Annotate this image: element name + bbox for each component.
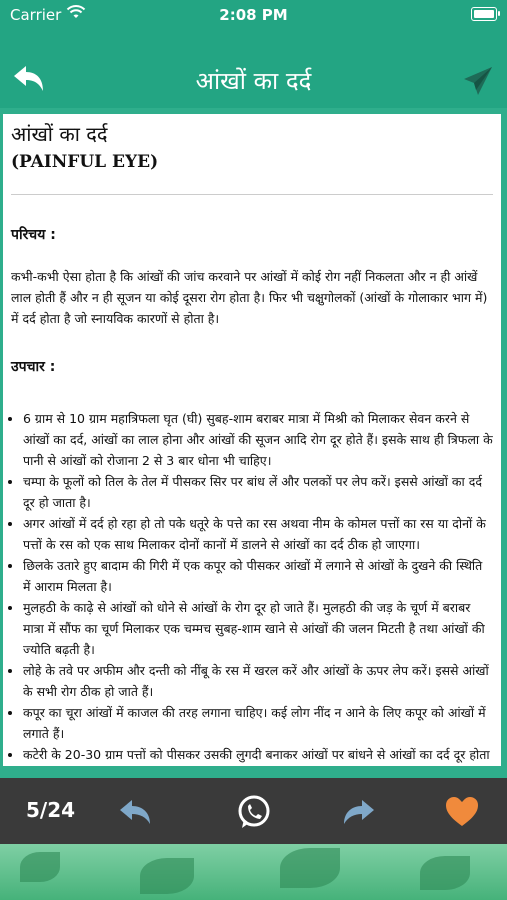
page-title: आंखों का दर्द xyxy=(195,67,312,95)
leaf-decoration xyxy=(280,848,340,888)
background-leaves xyxy=(0,844,507,900)
heart-icon[interactable] xyxy=(442,792,482,832)
list-item: • मुलहठी के काढ़े से आंखों को धोने से आंखों के रोग दूर हो जाते हैं। मुलहठी की जड़ के चूर्ण में बराबर मात्रा में सौंफ का चूर्ण मिलाकर एक चम्मच सुबह-शाम खाने से आंखों की जलन मिटती है तथा आंखों की ज्योति बढ़ती है। xyxy=(23,597,493,660)
leaf-decoration xyxy=(140,858,194,894)
list-item: • कपूर का चूरा आंखों में काजल की तरह लगाना चाहिए। कई लोग नींद न आने के लिए कपूर को आंखों में लगाते हैं। xyxy=(23,702,493,744)
list-item: • चम्पा के फूलों को तिल के तेल में पीसकर सिर पर बांध लें और पलकों पर लेप करें। इससे आंखों का दर्द दूर हो जाता है। xyxy=(23,471,493,513)
article-title: आंखों का दर्द xyxy=(11,122,108,146)
battery-icon xyxy=(471,7,497,21)
carrier-label: Carrier xyxy=(10,6,62,24)
article-title-english: (PAINFUL EYE) xyxy=(11,152,159,172)
intro-heading: परिचय : xyxy=(11,227,56,243)
list-item: • छिलके उतारे हुए बादाम की गिरी में एक कपूर को पीसकर आंखों में लगाने से आंखों के दुखने की स्थिति में आराम मिलता है। xyxy=(23,555,493,597)
list-item: • लोहे के तवे पर अफीम और दन्ती को नींबू के रस में खरल करें और आंखों के ऊपर लेप करें। इससे आंखों के सभी रोग ठीक हो जाते हैं। xyxy=(23,660,493,702)
divider xyxy=(11,194,493,195)
header xyxy=(0,0,507,108)
remedy-list xyxy=(11,408,493,765)
bottom-toolbar xyxy=(0,778,507,844)
status-bar xyxy=(0,0,507,30)
clock: 2:08 PM xyxy=(219,6,288,24)
list-item: • अगर आंखों में दर्द हो रहा हो तो पके धतूरे के पत्ते का रस अथवा नीम के कोमल पत्तों का रस या दोनों के पत्तों के रस को एक साथ मिलाकर दोनों कानों में डालने से आंखों का दर्द ठीक हो जाएगा। xyxy=(23,513,493,555)
list-item: • 6 ग्राम से 10 ग्राम महात्रिफला घृत (घी) सुबह-शाम बराबर मात्रा में मिश्री को मिलाकर सेवन करने से आंखों का दर्द, आंखों का लाल होना और आंखों की सूजन आदि रोग दूर होते हैं। इसके साथ ही त्रिफला के पानी से आंखों को रोजाना 2 से 3 बार धोना भी चाहिए। xyxy=(23,408,493,471)
article-card xyxy=(3,114,501,766)
remedy-heading: उपचार : xyxy=(11,359,56,375)
page-indicator: 5/24 xyxy=(26,798,76,822)
prev-arrow-icon[interactable] xyxy=(116,792,156,832)
send-icon[interactable] xyxy=(463,66,493,96)
leaf-decoration xyxy=(20,852,60,882)
leaf-decoration xyxy=(420,856,470,890)
whatsapp-icon[interactable] xyxy=(234,792,274,832)
intro-text: कभी-कभी ऐसा होता है कि आंखों की जांच करवाने पर आंखों में कोई रोग नहीं निकलता और न ही आंखें लाल होती हैं और न ही सूजन या कोई दूसरा रोग होता है। फिर भी चक्षुगोलकों (आंखों के गोलाकार भाग में) में दर्द होता है जो स्नायविक कारणों से होता है। xyxy=(11,269,488,326)
share-arrow-icon[interactable] xyxy=(338,792,378,832)
list-item: • कटेरी के 20-30 ग्राम पत्तों को पीसकर उसकी लुगदी बनाकर आंखों पर बांधने से आंखों का दर्द दूर होता xyxy=(23,744,493,765)
